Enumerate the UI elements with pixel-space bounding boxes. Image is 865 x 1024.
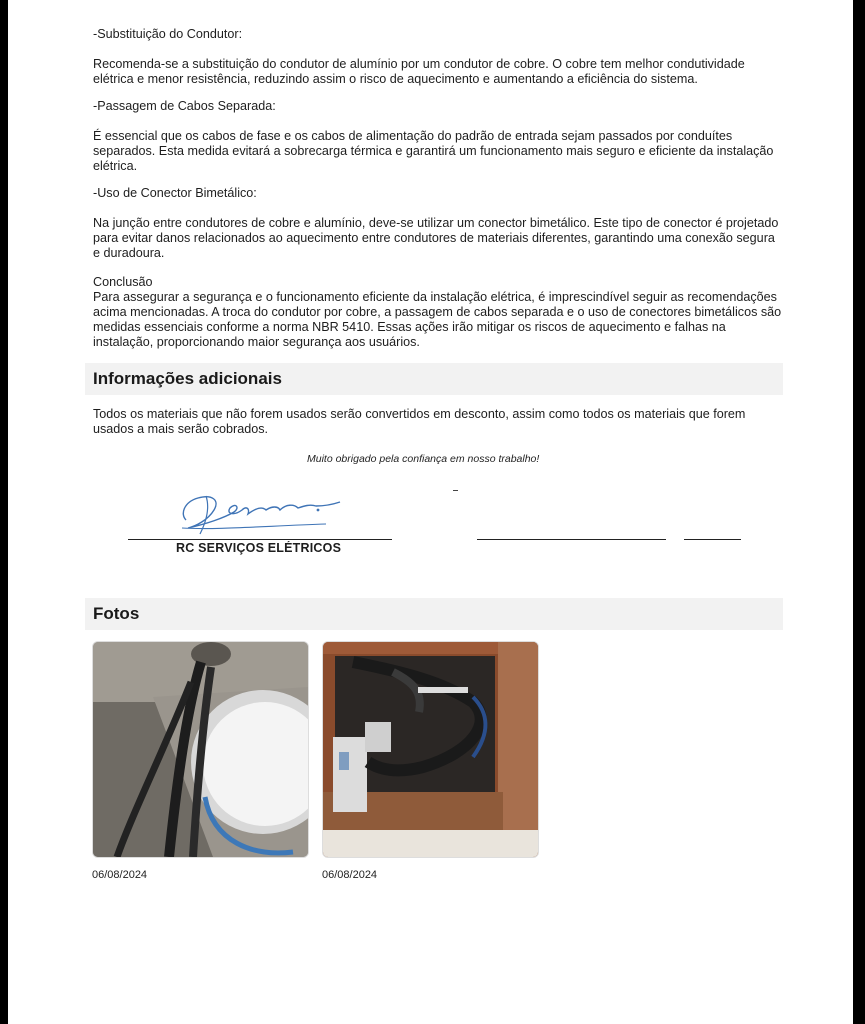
paragraph-bimetallic-connector: Na junção entre condutores de cobre e alumínio, deve-se utilizar um conector bimetálico. Este tipo de conector é projetado para evitar danos relacionados ao aquecimento entre condutores de materiais diferentes, garantindo uma conexão segura e duradoura.	[93, 216, 779, 260]
additional-info-header	[85, 363, 783, 395]
company-name: RC SERVIÇOS ELÉTRICOS	[176, 541, 342, 555]
additional-info-text: Todos os materiais que não forem usados serão convertidos em desconto, assim como todos os materiais que forem usados a mais serão cobrados.	[93, 407, 746, 436]
photos-title: Fotos	[93, 604, 140, 623]
photo-1-date: 06/08/2024	[92, 869, 148, 881]
paragraph-separate-cables: É essencial que os cabos de fase e os cabos de alimentação do padrão de entrada sejam passados por conduítes separados. Esta medida evitará a sobrecarga térmica e garantirá um funcionamento mais seguro e eficiente da instalação elétrica.	[93, 129, 774, 173]
heading-bimetallic-connector: -Uso de Conector Bimetálico:	[93, 186, 257, 200]
photo-2[interactable]	[322, 641, 539, 858]
heading-separate-cables: -Passagem de Cabos Separada:	[93, 99, 276, 113]
screen-frame-left	[0, 0, 8, 1024]
heading-conductor-replacement: -Substituição do Condutor:	[93, 27, 243, 41]
photo-1[interactable]	[92, 641, 309, 858]
screen-frame-right	[853, 0, 865, 1024]
heading-conclusion: Conclusão	[93, 275, 153, 289]
photo-2-image	[323, 642, 538, 857]
stray-mark	[453, 490, 458, 491]
photo-2-date: 06/08/2024	[322, 869, 378, 881]
paragraph-conclusion: Para assegurar a segurança e o funcionamento eficiente da instalação elétrica, é imprescindível seguir as recomendações acima mencionadas. A troca do condutor por cobre, a passagem de cabos separada e o uso de conectores bimetálicos são medidas essenciais conforme a norma NBR 5410. Essas ações irão mitigar os riscos de aquecimento e falhas na instalação, proporcionando maior segurança aos usuários.	[93, 290, 782, 349]
photos-header	[85, 598, 783, 630]
paragraph-conductor-replacement: Recomenda-se a substituição do condutor de alumínio por um condutor de cobre. O cobre tem melhor condutividade elétrica e menor resistência, reduzindo assim o risco de aquecimento e aumentando a eficiência do sistema.	[93, 57, 745, 86]
additional-info-title: Informações adicionais	[93, 369, 282, 388]
thanks-message: Muito obrigado pela confiança em nosso trabalho!	[307, 453, 540, 465]
signature-line-client	[477, 539, 666, 540]
signature-line-company	[128, 539, 392, 540]
signature-drawing	[176, 488, 346, 540]
signature-line-date	[684, 539, 741, 540]
photo-1-image	[93, 642, 308, 857]
